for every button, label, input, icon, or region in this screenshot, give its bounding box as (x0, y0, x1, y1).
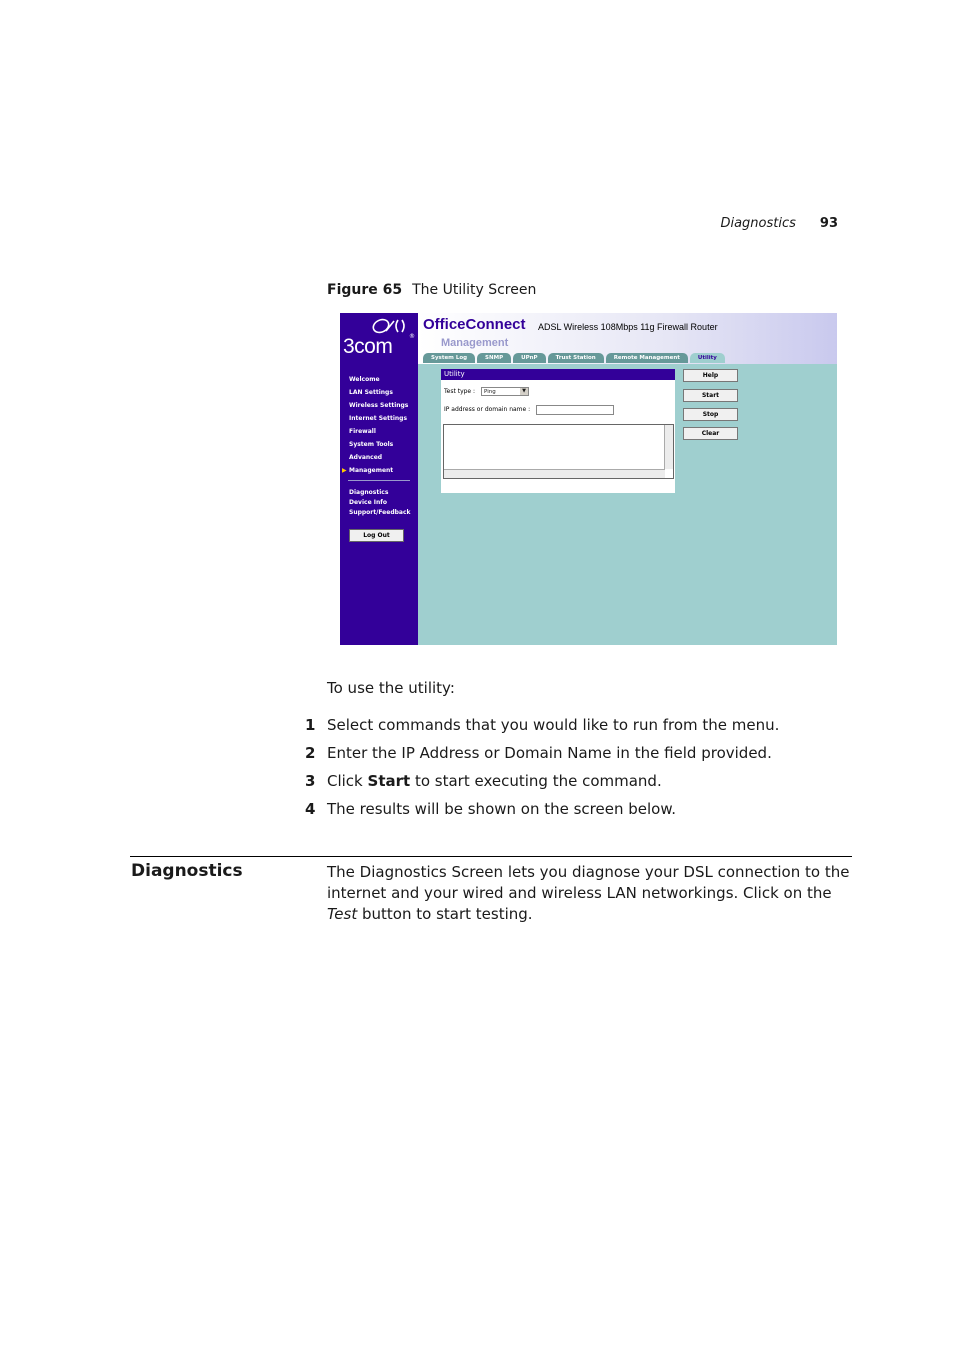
section-heading: Diagnostics (131, 861, 243, 881)
step-text: The results will be shown on the screen below. (327, 800, 677, 818)
arrow-right-icon: ▶ (342, 467, 347, 474)
sidebar-item-management[interactable]: Management (349, 467, 394, 474)
ip-address-label: IP address or domain name : (444, 406, 531, 413)
help-button[interactable]: Help (683, 369, 738, 382)
sidebar-divider (348, 480, 410, 481)
step-3 (305, 772, 662, 790)
vertical-scrollbar[interactable] (664, 425, 673, 469)
start-button[interactable]: Start (683, 389, 738, 402)
test-type-select[interactable]: Ping (481, 387, 529, 396)
tab-bar (423, 353, 725, 363)
figure-title: The Utility Screen (412, 282, 537, 298)
paragraph-text: The Diagnostics Screen lets you diagnose your DSL connection to the internet and your wired and wireless LAN networkings. Click on the (327, 863, 850, 902)
step-number: 2 (305, 744, 316, 762)
horizontal-scrollbar[interactable] (444, 469, 665, 478)
chevron-down-icon[interactable]: ▼ (520, 388, 528, 395)
step-4 (305, 800, 676, 818)
tab-trust-station[interactable]: Trust Station (548, 353, 604, 363)
step-number: 4 (305, 800, 316, 818)
sidebar-nav-secondary (349, 489, 411, 519)
sidebar-item-management-row (342, 466, 419, 479)
results-textarea[interactable] (443, 424, 674, 479)
sidebar-item-system-tools[interactable]: System Tools (349, 441, 394, 448)
paragraph-italic: Test (327, 905, 358, 923)
registered-mark: ® (409, 333, 415, 340)
sidebar-item-diagnostics[interactable]: Diagnostics (349, 489, 389, 496)
paragraph-text-end: button to start testing. (357, 905, 533, 923)
brand-name: OfficeConnect (423, 316, 526, 333)
figure-label: Figure 65 (327, 282, 403, 298)
step-text: Select commands that you would like to run from the menu. (327, 716, 780, 734)
sidebar-item-internet-settings[interactable]: Internet Settings (349, 415, 408, 422)
step-1 (305, 716, 779, 734)
logo-text: 3com (343, 335, 393, 358)
tab-upnp[interactable]: UPnP (513, 353, 545, 363)
step-text-post: to start executing the command. (410, 772, 662, 790)
step-text (327, 772, 662, 790)
sidebar (340, 313, 418, 645)
panel-title: Utility (441, 369, 675, 380)
diagnostics-paragraph (327, 862, 852, 925)
tab-system-log[interactable]: System Log (423, 353, 475, 363)
sidebar-item-device-info[interactable]: Device Info (349, 499, 387, 506)
sidebar-item-advanced[interactable]: Advanced (349, 454, 383, 461)
test-type-label: Test type : (444, 388, 476, 395)
sidebar-item-firewall[interactable]: Firewall (349, 428, 376, 435)
sidebar-item-welcome[interactable]: Welcome (349, 376, 380, 383)
step-text-pre: Click (327, 772, 368, 790)
clear-button[interactable]: Clear (683, 427, 738, 440)
sidebar-item-lan-settings[interactable]: LAN Settings (349, 389, 393, 396)
intro-text: To use the utility: (327, 679, 455, 697)
page-number: 93 (819, 216, 838, 231)
sidebar-item-wireless-settings[interactable]: Wireless Settings (349, 402, 409, 409)
section-title: Management (441, 337, 509, 349)
step-text: Enter the IP Address or Domain Name in the field provided. (327, 744, 772, 762)
sidebar-nav (342, 375, 419, 479)
section-rule (130, 856, 852, 857)
tab-snmp[interactable]: SNMP (477, 353, 511, 363)
tab-remote-management[interactable]: Remote Management (606, 353, 688, 363)
step-2 (305, 744, 772, 762)
product-name: ADSL Wireless 108Mbps 11g Firewall Router (538, 322, 718, 332)
tab-utility[interactable]: Utility (690, 353, 725, 363)
utility-screenshot (340, 313, 837, 645)
running-header (720, 216, 838, 231)
step-number: 1 (305, 716, 316, 734)
figure-caption (327, 282, 536, 298)
ip-address-input[interactable] (536, 405, 614, 415)
logout-button[interactable]: Log Out (349, 529, 404, 542)
stop-button[interactable]: Stop (683, 408, 738, 421)
utility-panel (441, 369, 675, 493)
sidebar-item-support-feedback[interactable]: Support/Feedback (349, 509, 411, 516)
step-number: 3 (305, 772, 316, 790)
step-text-bold: Start (367, 772, 411, 790)
running-header-section: Diagnostics (720, 216, 796, 231)
